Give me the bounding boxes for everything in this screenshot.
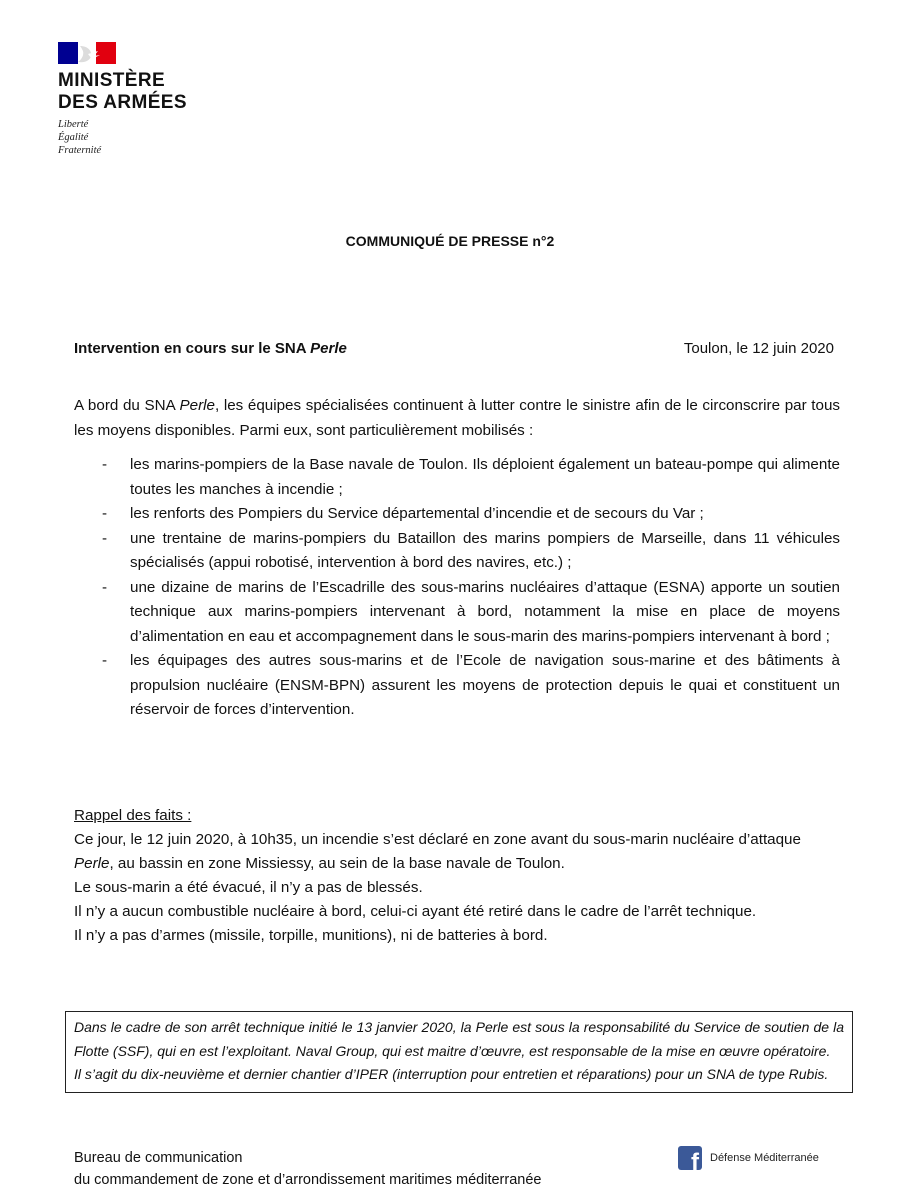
- bullet-dash: -: [102, 456, 108, 473]
- facts-line-1-part-2: , au bassin en zone Missiessy, au sein de la base navale de Toulon.: [109, 855, 565, 872]
- bullet-dash: -: [102, 578, 108, 596]
- facts-line-4: Il n’y a pas d’armes (missile, torpille, munitions), ni de batteries à bord.: [74, 927, 548, 944]
- facts-line-1-part-1: Ce jour, le 12 juin 2020, à 10h35, un incendie s’est déclaré en zone avant du sous-marin nucléaire d’attaque: [74, 831, 801, 848]
- facebook-icon: [678, 1146, 702, 1170]
- ministry-logo: [58, 42, 187, 157]
- facebook-page-link[interactable]: [678, 1146, 819, 1170]
- subject-prefix: Intervention en cours sur le SNA: [74, 340, 311, 357]
- facts-section: [74, 804, 844, 948]
- facebook-page-label: Défense Méditerranée: [710, 1152, 819, 1164]
- subject-line: [74, 340, 834, 357]
- list-item-text: les équipages des autres sous-marins et de l’Ecole de navigation sous-marine et des bâtiments à propulsion nucléaire (ENSM-BPN) assurent les moyens de protection depuis le quai et constituent un réservoir de forces d’intervention.: [130, 652, 840, 718]
- facts-line-2: Le sous-marin a été évacué, il n’y a pas de blessés.: [74, 879, 423, 896]
- intro-part-1: A bord du SNA: [74, 397, 180, 414]
- facebook-letter: f: [691, 1149, 699, 1170]
- mobilized-units-list: [74, 453, 840, 723]
- bullet-dash: -: [102, 652, 108, 669]
- place-date: Toulon, le 12 juin 2020: [683, 340, 834, 357]
- ministry-line-2: DES ARMÉES: [58, 92, 187, 113]
- motto-liberte: Liberté: [58, 119, 89, 130]
- list-item: [74, 649, 840, 723]
- ministry-name: [58, 70, 187, 114]
- ministry-line-1: MINISTÈRE: [58, 70, 166, 91]
- bullet-dash: -: [102, 529, 108, 547]
- motto-egalite: Égalité: [58, 132, 89, 143]
- list-item: [74, 453, 840, 502]
- footer-line-2: du commandement de zone et d’arrondissement maritimes méditerranée: [74, 1172, 542, 1188]
- intro-paragraph: [74, 394, 840, 443]
- facts-ship-name: Perle: [74, 855, 110, 872]
- list-item: [74, 576, 840, 650]
- list-item-text: les marins-pompiers de la Base navale de Toulon. Ils déploient également un bateau-pompe qui alimente toutes les manches à incendie ;: [130, 456, 840, 498]
- footer-line-1: Bureau de communication: [74, 1150, 243, 1166]
- facts-line-3: Il n’y a aucun combustible nucléaire à bord, celui-ci ayant été retiré dans le cadre de l’arrêt technique.: [74, 903, 757, 920]
- motto-fraternite: Fraternité: [58, 145, 102, 156]
- list-item: [74, 502, 840, 527]
- context-note-box: [65, 1011, 853, 1093]
- subject-ship-name: Perle: [310, 340, 347, 357]
- note-paragraph-2: Il s’agit du dix-neuvième et dernier chantier d’IPER (interruption pour entretien et réparations) pour un SNA de type Rubis.: [74, 1066, 829, 1082]
- subject-heading: [74, 340, 347, 357]
- republic-motto: [58, 118, 187, 157]
- note-paragraph-1: Dans le cadre de son arrêt technique initié le 13 janvier 2020, la Perle est sous la responsabilité du Service de soutien de la Flotte (SSF), qui en est l’exploitant. Naval Group, qui est maitre d’œuvre, est responsable de la mise en œuvre opératoire.: [74, 1019, 844, 1059]
- intro-part-2: , les équipes spécialisées continuent à lutter contre le sinistre afin de le circonscrire par tous les moyens disponibles. Parmi eux, sont particulièrement mobilisés :: [74, 397, 840, 439]
- facts-line-1: [74, 828, 844, 876]
- facts-heading: Rappel des faits :: [74, 807, 192, 824]
- intro-ship-name: Perle: [179, 397, 215, 414]
- press-release-title: COMMUNIQUÉ DE PRESSE n°2: [345, 233, 555, 249]
- body-text: [74, 394, 840, 723]
- list-item: [74, 527, 840, 576]
- bullet-dash: -: [102, 505, 108, 522]
- list-item-text: une trentaine de marins-pompiers du Bataillon des marins pompiers de Marseille, dans 11 véhicules spécialisés (appui robotisé, intervention à bord des navires, etc.) ;: [130, 529, 840, 571]
- marianne-flag-icon: [58, 42, 116, 64]
- list-item-text: les renforts des Pompiers du Service départemental d’incendie et de secours du Var ;: [130, 505, 704, 522]
- list-item-text: une dizaine de marins de l’Escadrille des sous-marins nucléaires d’attaque (ESNA) apporte un soutien technique aux marins-pompiers intervenant à bord, notamment la mise en place de moyens d’alimentation en eau et accompagnement dans le sous-marin des marins-pompiers intervenant à bord ;: [130, 578, 840, 645]
